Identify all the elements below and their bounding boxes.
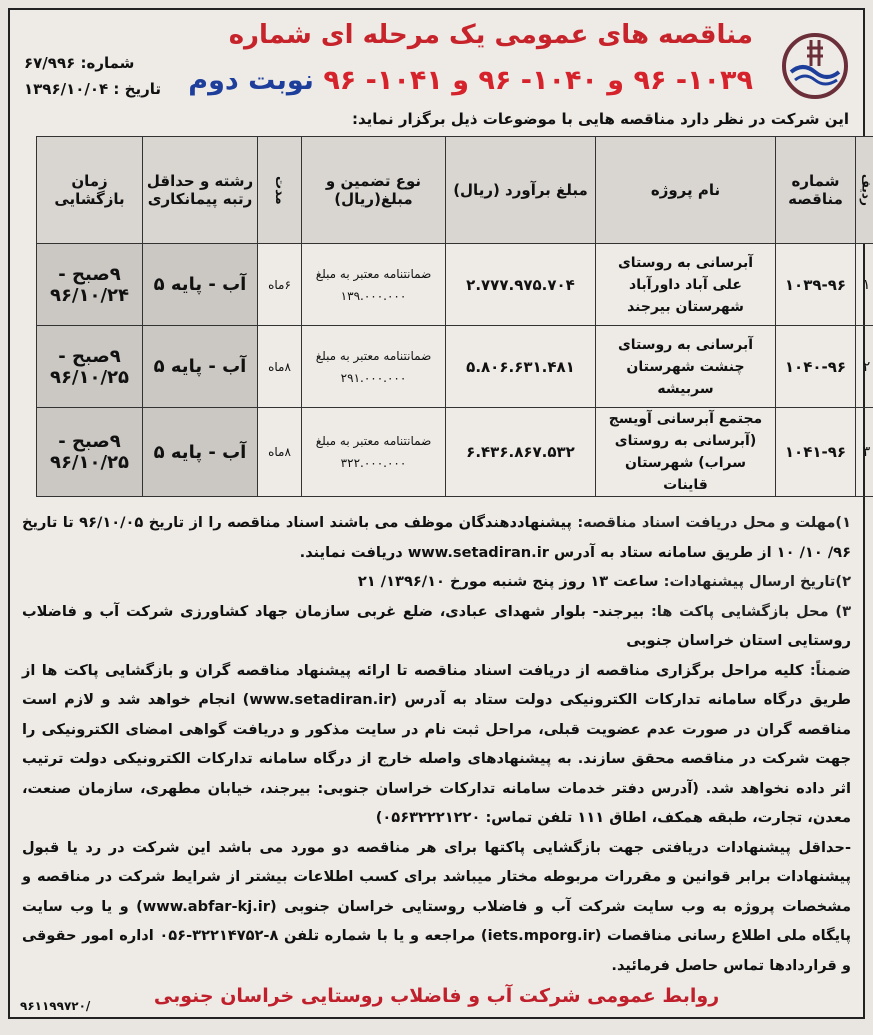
paragraph-label: ۳) محل بازگشایی پاکت ها: bbox=[651, 603, 851, 620]
paragraph-label: ضمناً: bbox=[810, 662, 851, 679]
project-name: آبرسانی به روستای چنشت شهرستان سربیشه bbox=[596, 326, 776, 408]
paragraph-label: ۲)تاریخ ارسال پیشنهادات: bbox=[664, 573, 851, 590]
round-label: نوبت دوم bbox=[188, 65, 314, 96]
notice-header bbox=[10, 10, 863, 110]
duration: ۶ماه bbox=[258, 244, 302, 326]
table-row bbox=[37, 408, 873, 497]
row-index: ۲ bbox=[856, 326, 873, 408]
tender-number: ۱۰۴۱-۹۶ bbox=[776, 408, 856, 497]
contractor-rank: آب - پایه ۵ bbox=[143, 244, 258, 326]
notice-meta bbox=[24, 50, 161, 102]
col-header: زمان بازگشایی bbox=[37, 137, 143, 244]
notice-title: مناقصه های عمومی یک مرحله ای شماره bbox=[229, 20, 753, 50]
guarantee: ضمانتنامه معتبر به مبلغ ۱۳۹.۰۰۰.۰۰۰ bbox=[302, 244, 446, 326]
opening-time: ۹صبح - ۹۶/۱۰/۲۵ bbox=[37, 326, 143, 408]
opening-time: ۹صبح - ۹۶/۱۰/۲۵ bbox=[37, 408, 143, 497]
estimate-amount: ۲.۷۷۷.۹۷۵.۷۰۴ bbox=[446, 244, 596, 326]
paragraph-text: پیشنهاددهندگان موظف می باشند اسناد مناقصه را از تاریخ ۹۶/۱۰/۰۵ تا تاریخ ۹۶/ ۱۰/ ۱۰ از طریق سامانه ستاد به آدرس www.setadiran.ir دریافت نمایند. bbox=[22, 514, 851, 561]
ad-code: ۹۶۱۱۹۹۷۲۰/ bbox=[20, 999, 90, 1013]
duration: ۸ماه bbox=[258, 326, 302, 408]
tender-notice bbox=[8, 8, 865, 1019]
tender-numbers bbox=[188, 65, 753, 96]
guarantee: ضمانتنامه معتبر به مبلغ ۳۲۲.۰۰۰.۰۰۰ bbox=[302, 408, 446, 497]
tender-table bbox=[36, 136, 873, 497]
col-header: شماره مناقصه bbox=[776, 137, 856, 244]
contractor-rank: آب - پایه ۵ bbox=[143, 408, 258, 497]
tender-numbers-text: ۱۰۳۹- ۹۶ و ۱۰۴۰- ۹۶ و ۱۰۴۱- ۹۶ bbox=[323, 65, 753, 96]
col-header: مبلغ برآورد (ریال) bbox=[446, 137, 596, 244]
col-header: مدت bbox=[258, 137, 302, 244]
paragraph-minimum-bids: -حداقل پیشنهادات دریافتی جهت بازگشایی پاکتها برای هر مناقصه دو مورد می باشد این شرکت در رد یا قبول پیشنهادات برابر قوانین و مقررات مربوطه مختار میباشد برای کسب اطلاعات بیشتر از شرایط شرکت در مناقصه و مشخصات پروژه به وب سایت شرکت آب و فاضلاب روستایی خراسان جنوبی (www.abfar-kj.ir) و یا وب سایت پایگاه ملی اطلاع رسانی مناقصات (iets.mporg.ir) مراجعه و یا با شماره تلفن ۸-۳۲۲۱۴۷۵۲-۰۵۶ اداره امور حقوقی و قراردادها تماس حاصل فرمائید. bbox=[22, 833, 851, 981]
paragraph-text: بیرجند- بلوار شهدای عبادی، ضلع غربی سازمان جهاد کشاورزی شرکت آب و فاضلاب روستایی استان خراسان جنوبی bbox=[22, 603, 851, 650]
project-name: مجتمع آبرسانی آویسج (آبرسانی به روستای سراب) شهرستان قاینات bbox=[596, 408, 776, 497]
paragraph-notes bbox=[22, 656, 851, 833]
project-name: آبرسانی به روستای علی آباد داورآباد شهرستان بیرجند bbox=[596, 244, 776, 326]
tender-number: ۱۰۴۰-۹۶ bbox=[776, 326, 856, 408]
company-logo-icon bbox=[781, 32, 849, 100]
row-index: ۳ bbox=[856, 408, 873, 497]
col-header: رشته و حداقل رتبه پیمانکاری bbox=[143, 137, 258, 244]
paragraph-label: ۱)مهلت و محل دریافت اسناد مناقصه: bbox=[577, 514, 851, 531]
col-header: نام پروژه bbox=[596, 137, 776, 244]
paragraph-documents bbox=[22, 508, 851, 567]
paragraph-submission bbox=[22, 567, 851, 597]
col-header: ردیف bbox=[856, 137, 873, 244]
table-row bbox=[37, 326, 873, 408]
contractor-rank: آب - پایه ۵ bbox=[143, 326, 258, 408]
guarantee: ضمانتنامه معتبر به مبلغ ۲۹۱.۰۰۰.۰۰۰ bbox=[302, 326, 446, 408]
opening-time: ۹صبح - ۹۶/۱۰/۲۴ bbox=[37, 244, 143, 326]
notice-date: تاریخ : ۱۳۹۶/۱۰/۰۴ bbox=[24, 76, 161, 102]
tender-number: ۱۰۳۹-۹۶ bbox=[776, 244, 856, 326]
notice-body bbox=[22, 508, 851, 980]
table-row bbox=[37, 244, 873, 326]
table-header-row bbox=[37, 137, 873, 244]
duration: ۸ماه bbox=[258, 408, 302, 497]
footer-signature: روابط عمومی شرکت آب و فاضلاب روستایی خراسان جنوبی bbox=[22, 985, 851, 1007]
intro-text: این شرکت در نظر دارد مناقصه هایی با موضوعات ذیل برگزار نماید: bbox=[352, 110, 849, 128]
paragraph-opening-place bbox=[22, 597, 851, 656]
row-index: ۱ bbox=[856, 244, 873, 326]
notice-number: شماره: ۶۷/۹۹۶ bbox=[24, 50, 161, 76]
col-header: نوع تضمین و مبلغ(ریال) bbox=[302, 137, 446, 244]
paragraph-text: ساعت ۱۳ روز پنج شنبه مورخ ۱۳۹۶/۱۰/ ۲۱ bbox=[358, 573, 659, 590]
paragraph-text: کلیه مراحل برگزاری مناقصه از دریافت اسناد مناقصه تا ارائه پیشنهاد مناقصه گران و بازگشایی پاکت ها از طریق درگاه سامانه تدارکات الکترونیکی دولت ستاد به آدرس (www.setadiran.ir) انجام خواهد شد و لازم است مناقصه گران در صورت عدم عضویت قبلی، مراحل ثبت نام در سایت مذکور و دریافت گواهی امضای الکترونیکی را جهت شرکت در مناقصه محقق سازند. به پیشنهادهای واصله خارج از درگاه سامانه تدارکات الکترونیکی دولت ترتیب اثر داده نخواهد شد. (آدرس دفتر خدمات سامانه تدارکات خراسان جنوبی: بیرجند، خیابان مطهری، سازمان صنعت، معدن، تجارت، طبقه همکف، اطاق ۱۱۱ تلفن تماس: ۰۵۶۳۲۲۲۱۲۲۰) bbox=[22, 662, 851, 827]
estimate-amount: ۶.۴۳۶.۸۶۷.۵۳۲ bbox=[446, 408, 596, 497]
estimate-amount: ۵.۸۰۶.۶۳۱.۴۸۱ bbox=[446, 326, 596, 408]
